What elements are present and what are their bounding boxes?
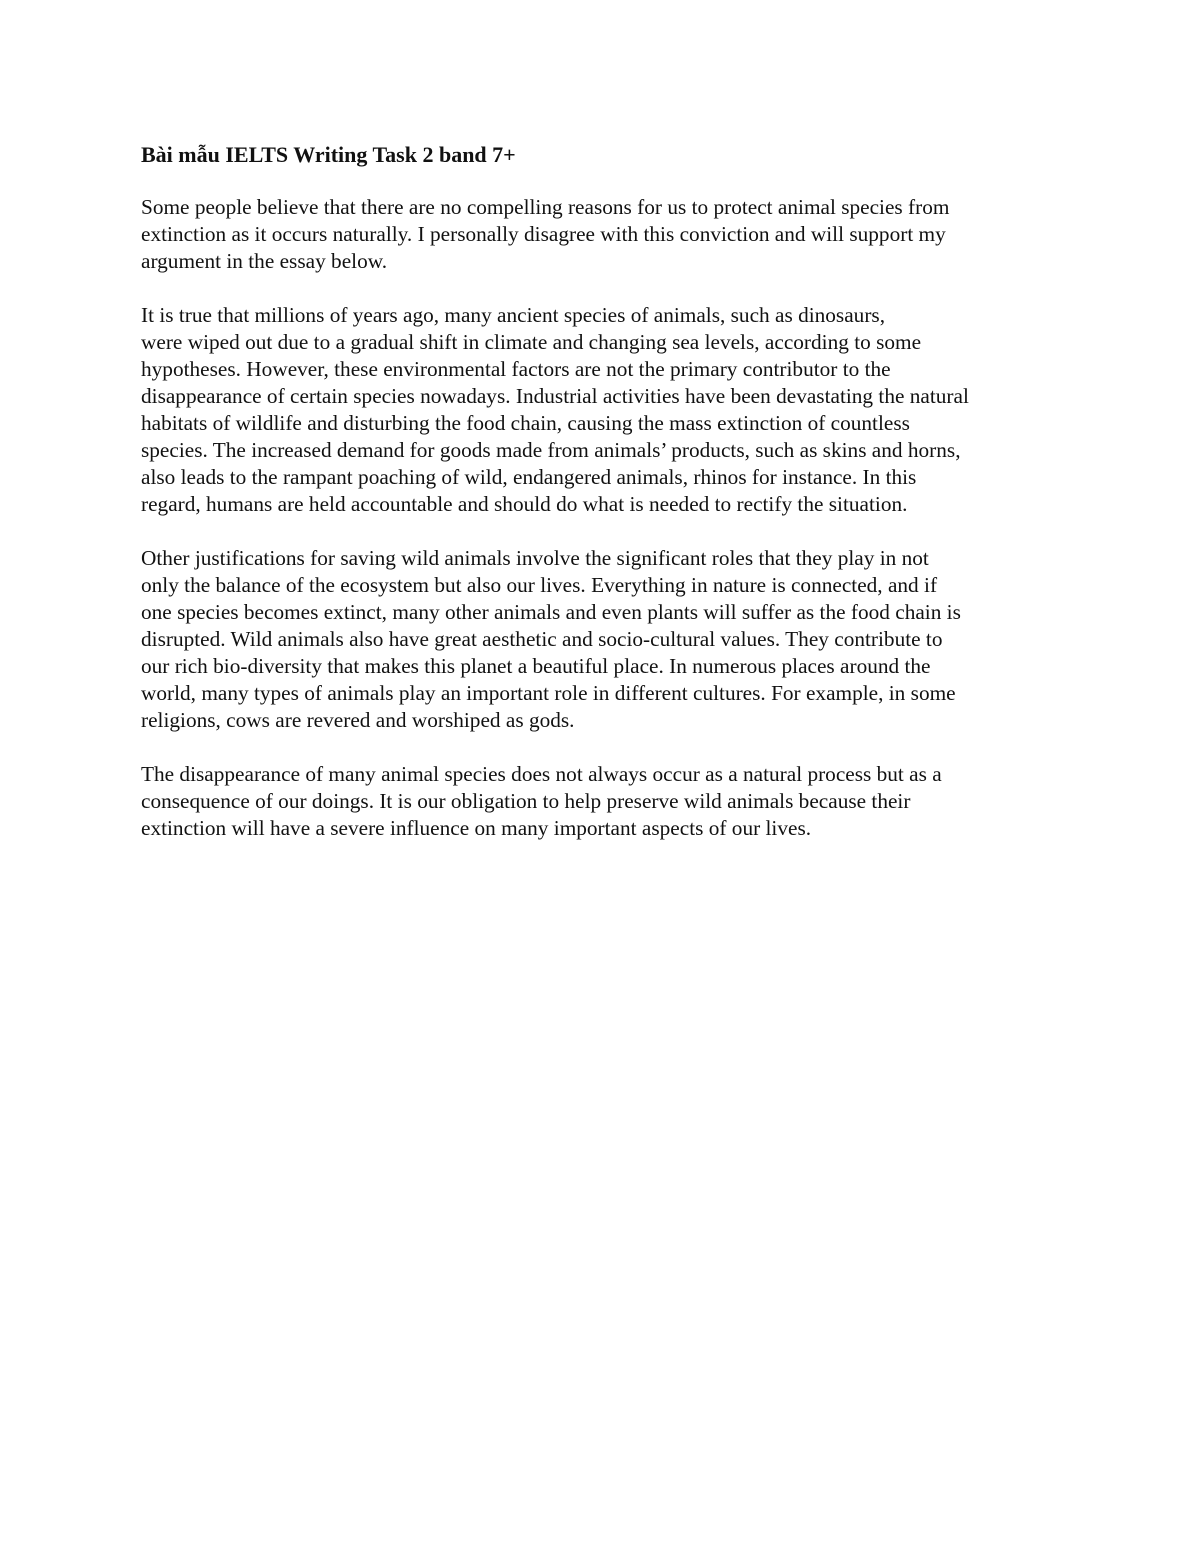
text-line: extinction as it occurs naturally. I personally disagree with this conviction and will support my bbox=[141, 222, 946, 246]
text-line: one species becomes extinct, many other animals and even plants will suffer as the food chain is bbox=[141, 600, 961, 624]
text-line: disappearance of certain species nowadays. Industrial activities have been devastating the natural bbox=[141, 384, 969, 408]
document-body bbox=[141, 141, 1071, 869]
text-line: our rich bio-diversity that makes this planet a beautiful place. In numerous places around the bbox=[141, 654, 931, 678]
text-line: consequence of our doings. It is our obligation to help preserve wild animals because their bbox=[141, 789, 911, 813]
text-line: Some people believe that there are no compelling reasons for us to protect animal species from bbox=[141, 195, 950, 219]
paragraph-introduction bbox=[141, 194, 1071, 275]
paragraph-body-2 bbox=[141, 545, 1071, 734]
text-line: It is true that millions of years ago, many ancient species of animals, such as dinosaurs, bbox=[141, 303, 886, 327]
text-line: religions, cows are revered and worshiped as gods. bbox=[141, 708, 575, 732]
text-line: also leads to the rampant poaching of wild, endangered animals, rhinos for instance. In this bbox=[141, 465, 917, 489]
text-line: argument in the essay below. bbox=[141, 249, 388, 273]
text-line: were wiped out due to a gradual shift in climate and changing sea levels, according to some bbox=[141, 330, 922, 354]
paragraph-conclusion bbox=[141, 761, 1071, 842]
paragraph-body-1 bbox=[141, 302, 1071, 518]
document-title: Bài mẫu IELTS Writing Task 2 band 7+ bbox=[141, 142, 516, 167]
text-line: species. The increased demand for goods made from animals’ products, such as skins and horns, bbox=[141, 438, 961, 462]
text-line: only the balance of the ecosystem but also our lives. Everything in nature is connected, and if bbox=[141, 573, 938, 597]
text-line: regard, humans are held accountable and should do what is needed to rectify the situation. bbox=[141, 492, 908, 516]
text-line: The disappearance of many animal species does not always occur as a natural process but as a bbox=[141, 762, 942, 786]
text-line: disrupted. Wild animals also have great aesthetic and socio-cultural values. They contribute to bbox=[141, 627, 943, 651]
text-line: Other justifications for saving wild animals involve the significant roles that they play in not bbox=[141, 546, 929, 570]
text-line: hypotheses. However, these environmental factors are not the primary contributor to the bbox=[141, 357, 891, 381]
text-line: extinction will have a severe influence on many important aspects of our lives. bbox=[141, 816, 812, 840]
text-line: habitats of wildlife and disturbing the food chain, causing the mass extinction of countless bbox=[141, 411, 910, 435]
text-line: world, many types of animals play an important role in different cultures. For example, in some bbox=[141, 681, 956, 705]
